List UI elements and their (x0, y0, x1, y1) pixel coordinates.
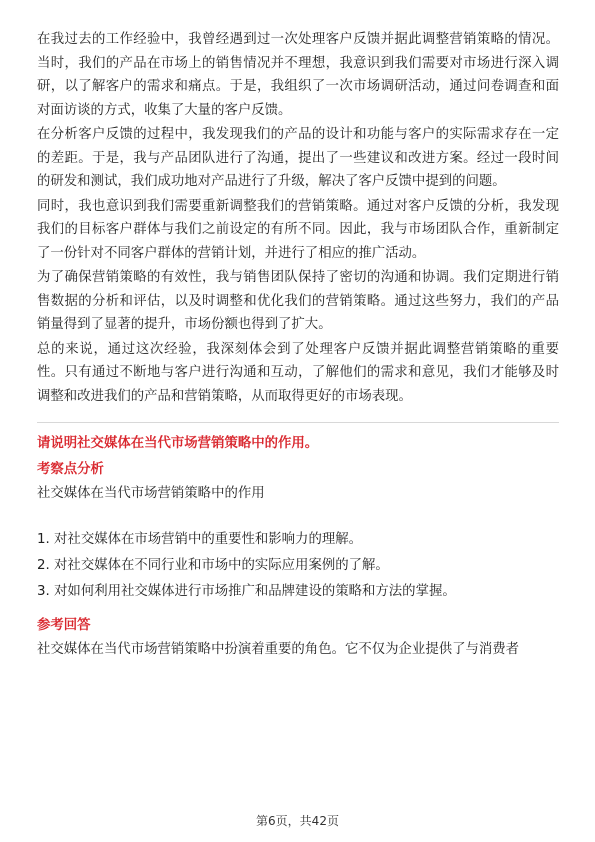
page-content (37, 28, 559, 661)
analysis-point: 2. 对社交媒体在不同行业和市场中的实际应用案例的了解。 (37, 558, 389, 573)
reference-heading: 参考回答 (37, 618, 91, 633)
paragraph: 总的来说，通过这次经验，我深刻体会到了处理客户反馈并据此调整营销策略的重要性。只有通过不断地与客户进行沟通和互动，了解他们的需求和意见，我们才能够及时调整和改进我们的产品和营销策略，从而取得更好的市场表现。 (37, 341, 559, 404)
paragraph: 同时，我也意识到我们需要重新调整我们的营销策略。通过对客户反馈的分析，我发现我们的目标客户群体与我们之前设定的有所不同。因此，我与市场团队合作，重新制定了一份针对不同客户群体的营销计划，并进行了相应的推广活动。 (37, 198, 559, 261)
reference-text: 社交媒体在当代市场营销策略中扮演着重要的角色。它不仅为企业提供了与消费者 (37, 642, 520, 657)
paragraph: 在分析客户反馈的过程中，我发现我们的产品的设计和功能与客户的实际需求存在一定的差距。于是，我与产品团队进行了沟通，提出了一些建议和改进方案。经过一段时间的研发和测试，我们成功地对产品进行了升级，解决了客户反馈中提到的问题。 (37, 127, 559, 189)
question-heading: 请说明社交媒体在当代市场营销策略中的作用。 (37, 436, 319, 451)
paragraph: 为了确保营销策略的有效性，我与销售团队保持了密切的沟通和协调。我们定期进行销售数据的分析和评估，以及时调整和优化我们的营销策略。通过这些努力，我们的产品销量得到了显著的提升，市场份额也得到了扩大。 (37, 270, 559, 332)
analysis-point: 3. 对如何利用社交媒体进行市场推广和品牌建设的策略和方法的掌握。 (37, 584, 456, 599)
paragraph: 在我过去的工作经验中，我曾经遇到过一次处理客户反馈并据此调整营销策略的情况。当时，我们的产品在市场上的销售情况并不理想，我意识到我们需要对市场进行深入调研，以了解客户的需求和痛点。于是，我组织了一次市场调研活动，通过问卷调查和面对面访谈的方式，收集了大量的客户反馈。 (37, 32, 559, 118)
analysis-heading: 考察点分析 (37, 462, 104, 477)
analysis-point: 1. 对社交媒体在市场营销中的重要性和影响力的理解。 (37, 532, 363, 547)
analysis-intro: 社交媒体在当代市场营销策略中的作用 (37, 486, 265, 501)
page-number: 第6页，共42页 (256, 814, 339, 828)
spacer (37, 505, 559, 529)
section-divider (37, 422, 559, 423)
